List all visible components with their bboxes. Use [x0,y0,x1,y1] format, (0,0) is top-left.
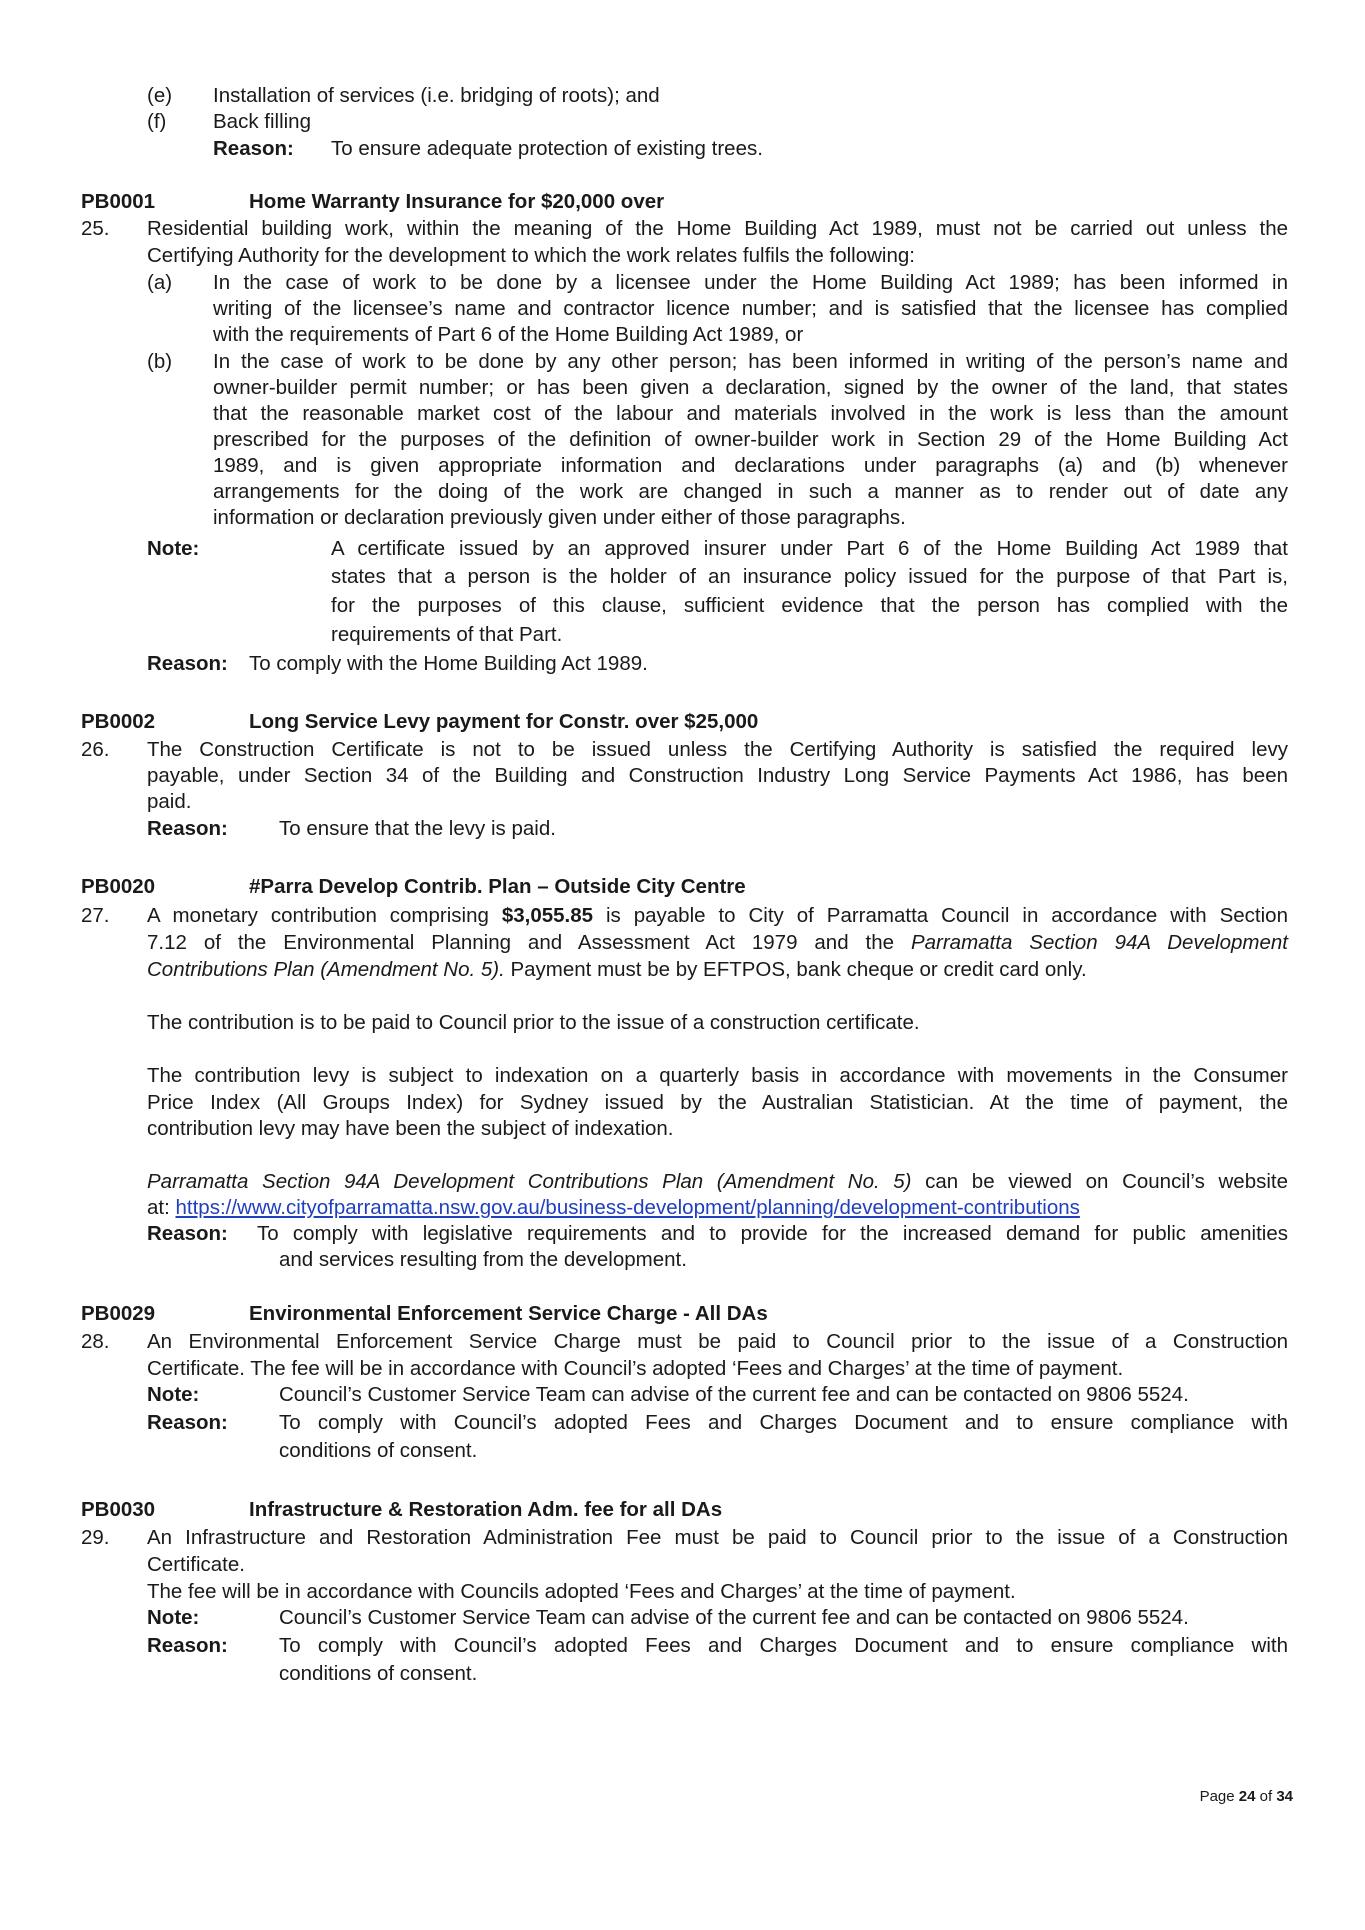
item-b-line: In the case of work to be done by any other person; has been informed in writing of the person’s name and [213,350,1288,373]
condition-title: Long Service Levy payment for Constr. over $25,000 [249,710,759,733]
of-word: of [1255,1788,1277,1805]
condition-text-line: The Construction Certificate is not to be issued unless the Certifying Authority is satisfied the required levy [147,738,1288,761]
reason-text: To ensure that the levy is paid. [279,817,556,840]
paragraph-line [147,1169,1288,1195]
condition-text-line: Certificate. The fee will be in accordance with Council’s adopted ‘Fees and Charges’ at the time of payment. [147,1357,1124,1380]
condition-text-line: The fee will be in accordance with Councils adopted ‘Fees and Charges’ at the time of payment. [147,1580,1016,1603]
text-run: at: [147,1196,176,1219]
reason-label: Reason: [147,1634,228,1657]
item-e-text: Installation of services (i.e. bridging of roots); and [213,84,660,107]
condition-number: 27. [81,904,110,927]
item-label-e: (e) [147,84,173,107]
condition-number: 29. [81,1526,110,1549]
text-run: 7.12 of the Environmental Planning and Assessment Act 1979 and the [147,931,911,954]
condition-number: 28. [81,1330,110,1353]
note-line: states that a person is the holder of an insurance policy issued for the purpose of that Part is, [331,565,1288,588]
reason-label: Reason: [213,137,294,160]
contribution-amount: $3,055.85 [501,904,594,927]
note-label: Note: [147,1383,200,1406]
note-label: Note: [147,1606,200,1629]
condition-number: 25. [81,217,110,240]
condition-text-line: payable, under Section 34 of the Building and Construction Industry Long Service Payments Act 1986, has been [147,764,1288,787]
reason-text: To ensure adequate protection of existing trees. [331,137,763,160]
note-label: Note: [147,537,200,560]
item-label-f: (f) [147,110,167,133]
condition-code: PB0030 [81,1498,156,1521]
item-b-line: that the reasonable market cost of the labour and materials involved in the work is less than the amount [213,402,1288,425]
item-label-a: (a) [147,271,173,294]
note-line: for the purposes of this clause, sufficient evidence that the person has complied with the [331,594,1288,617]
condition-code: PB0020 [81,875,156,898]
condition-title: Environmental Enforcement Service Charge - All DAs [249,1302,768,1325]
condition-text-line [147,957,1087,983]
condition-code: PB0001 [81,190,156,213]
plan-title-italic: Contributions Plan (Amendment No. 5). [147,958,505,981]
current-page: 24 [1238,1788,1256,1805]
paragraph-line: contribution levy may have been the subject of indexation. [147,1117,674,1140]
condition-code: PB0029 [81,1302,156,1325]
item-b-line: 1989, and is given appropriate information and declarations under paragraphs (a) and (b) whenever [213,454,1288,477]
paragraph-line: The contribution levy is subject to indexation on a quarterly basis in accordance with movements in the Consumer [147,1064,1288,1087]
text-run: A monetary contribution comprising [147,904,502,927]
condition-text-line: An Environmental Enforcement Service Charge must be paid to Council prior to the issue of a Construction [147,1330,1288,1353]
plan-title-italic: Parramatta Section 94A Development Contributions Plan (Amendment No. 5) [147,1170,912,1193]
paragraph: The contribution is to be paid to Council prior to the issue of a construction certificate. [147,1011,920,1034]
condition-text-line: Certifying Authority for the development to which the work relates fulfils the following: [147,244,915,267]
reason-label: Reason: [147,1411,228,1434]
item-f-text: Back filling [213,110,311,133]
page-word: Page [1199,1788,1239,1805]
item-label-b: (b) [147,350,173,373]
item-b-line: owner-builder permit number; or has been given a declaration, signed by the owner of the land, that states [213,376,1288,399]
note-text: Council’s Customer Service Team can advise of the current fee and can be contacted on 9806 5524. [279,1383,1189,1406]
reason-line: To comply with legislative requirements and to provide for the increased demand for public amenities [257,1222,1288,1245]
reason-line: and services resulting from the development. [279,1248,687,1271]
text-run: is payable to City of Parramatta Council in accordance with Section [593,904,1288,927]
text-run: can be viewed on Council’s website [911,1170,1288,1193]
condition-number: 26. [81,738,110,761]
reason-text: To comply with the Home Building Act 1989. [249,652,648,675]
reason-label: Reason: [147,817,228,840]
text-run: Payment must be by EFTPOS, bank cheque or credit card only. [504,958,1087,981]
item-a-line: In the case of work to be done by a licensee under the Home Building Act 1989; has been informed in [213,271,1288,294]
reason-line: To comply with Council’s adopted Fees and Charges Document and to ensure compliance with [279,1634,1288,1657]
page-number [1200,1788,1293,1805]
condition-text-line [147,930,1288,956]
condition-text-line: Residential building work, within the meaning of the Home Building Act 1989, must not be carried out unless the [147,217,1288,240]
reason-line: conditions of consent. [279,1662,478,1685]
paragraph-line [147,1195,1080,1221]
condition-title: #Parra Develop Contrib. Plan – Outside City Centre [249,875,746,898]
condition-title: Infrastructure & Restoration Adm. fee for all DAs [249,1498,723,1521]
condition-text-line: An Infrastructure and Restoration Administration Fee must be paid to Council prior to the issue of a Construction [147,1526,1288,1549]
item-b-line: information or declaration previously given under either of those paragraphs. [213,506,906,529]
condition-text-line [147,903,1288,929]
item-b-line: arrangements for the doing of the work are changed in such a manner as to render out of date any [213,480,1288,503]
condition-code: PB0002 [81,710,156,733]
condition-title: Home Warranty Insurance for $20,000 over [249,190,665,213]
item-a-line: with the requirements of Part 6 of the Home Building Act 1989, or [213,323,804,346]
item-a-line: writing of the licensee’s name and contractor licence number; and is satisfied that the licensee has complied [213,297,1288,320]
reason-line: To comply with Council’s adopted Fees and Charges Document and to ensure compliance with [279,1411,1288,1434]
note-line: requirements of that Part. [331,623,563,646]
paragraph-line: Price Index (All Groups Index) for Sydney issued by the Australian Statistician. At the time of payment, the [147,1091,1288,1114]
note-line: A certificate issued by an approved insurer under Part 6 of the Home Building Act 1989 that [331,537,1288,560]
reason-line: conditions of consent. [279,1439,478,1462]
condition-text-line: Certificate. [147,1553,245,1576]
reason-label: Reason: [147,652,228,675]
item-b-line: prescribed for the purposes of the definition of owner-builder work in Section 29 of the Home Building Act [213,428,1288,451]
condition-text-line: paid. [147,790,192,813]
total-pages: 34 [1276,1788,1293,1805]
reason-label: Reason: [147,1222,228,1245]
plan-title-italic: Parramatta Section 94A Development [910,931,1288,954]
contributions-link[interactable]: https://www.cityofparramatta.nsw.gov.au/business-development/planning/development-contributions [175,1196,1080,1219]
note-text: Council’s Customer Service Team can advise of the current fee and can be contacted on 9806 5524. [279,1606,1189,1629]
